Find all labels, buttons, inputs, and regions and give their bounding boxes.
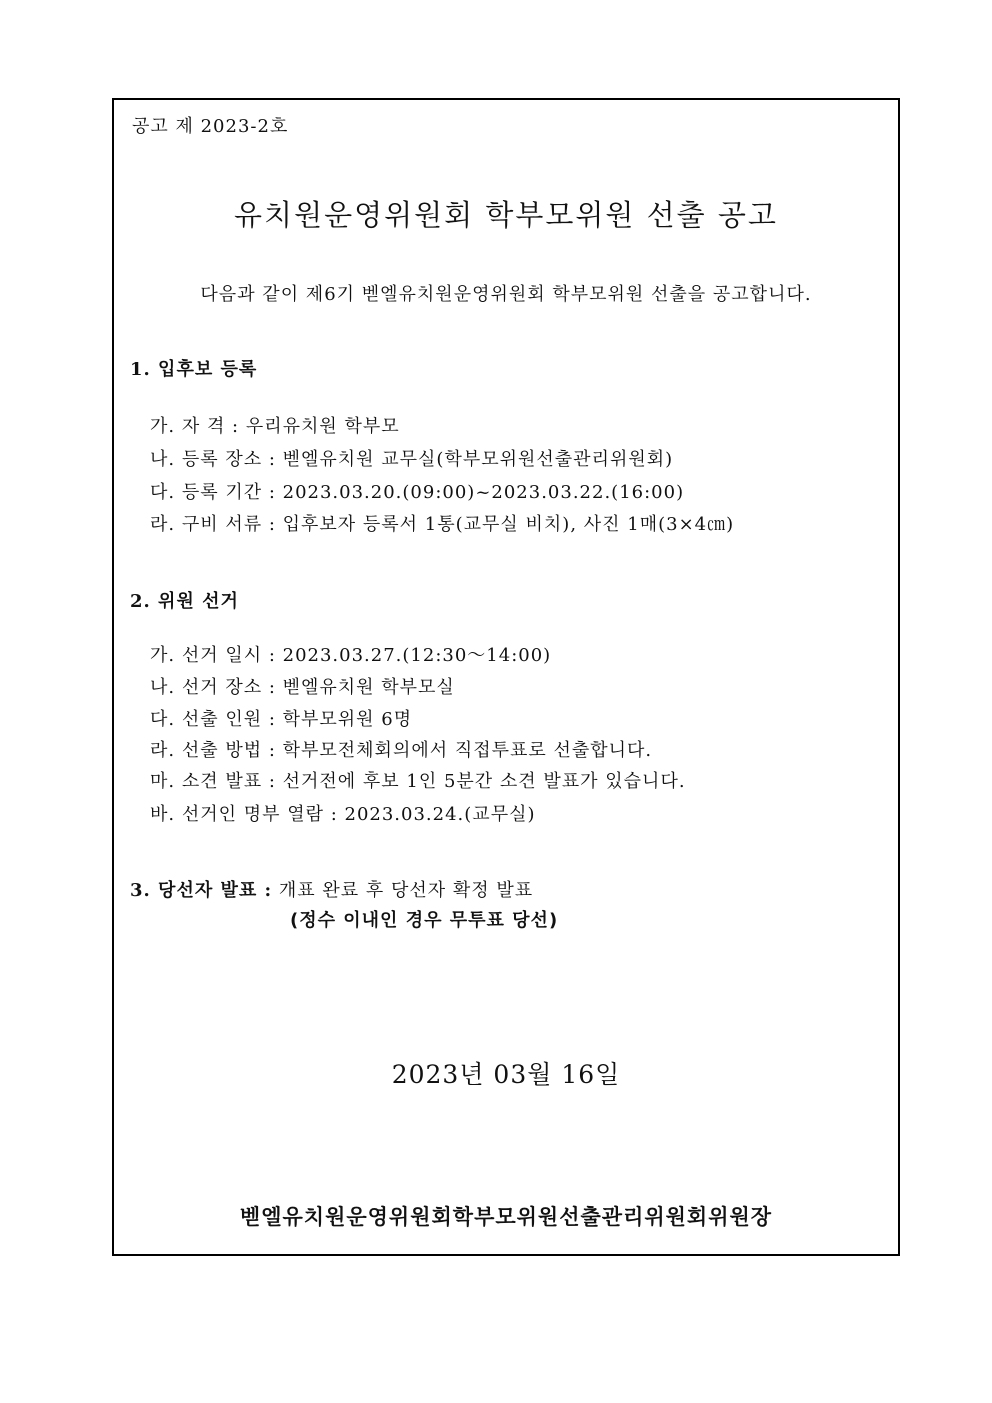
election-item-speech: 마. 소견 발표 : 선거전에 후보 1인 5분간 소견 발표가 있습니다. <box>150 771 686 792</box>
election-item-date: 가. 선거 일시 : 2023.03.27.(12:30～14:00) <box>150 645 552 666</box>
section-registration-heading: 1. 입후보 등록 <box>130 359 258 380</box>
announcement-text: 개표 완료 후 당선자 확정 발표 <box>272 880 534 901</box>
signature-line: 벧엘유치원운영위원회학부모위원선출관리위원회위원장 <box>239 1204 773 1229</box>
registration-item-period: 다. 등록 기간 : 2023.03.20.(09:00)~2023.03.22.(16:00) <box>150 482 685 503</box>
registration-item-qualification: 가. 자 격 : 우리유치원 학부모 <box>150 416 400 437</box>
announcement-note: (정수 이내인 경우 무투표 당선) <box>290 910 559 931</box>
election-item-count: 다. 선출 인원 : 학부모위원 6명 <box>150 709 413 730</box>
section-announcement <box>130 882 533 900</box>
intro-text: 다음과 같이 제6기 벧엘유치원운영위원회 학부모위원 선출을 공고합니다. <box>200 284 812 305</box>
election-item-voter-list: 바. 선거인 명부 열람 : 2023.03.24.(교무실) <box>150 804 536 825</box>
election-item-place: 나. 선거 장소 : 벧엘유치원 학부모실 <box>150 677 455 698</box>
notice-frame <box>112 98 900 1256</box>
document-title: 유치원운영위원회 학부모위원 선출 공고 <box>234 198 778 232</box>
announcement-heading: 3. 당선자 발표 : <box>130 880 273 901</box>
section-election-heading: 2. 위원 선거 <box>130 591 239 612</box>
document-date: 2023년 03월 16일 <box>391 1060 621 1089</box>
notice-number: 공고 제 2023-2호 <box>132 116 289 137</box>
registration-item-place: 나. 등록 장소 : 벧엘유치원 교무실(학부모위원선출관리위원회) <box>150 449 674 470</box>
election-item-method: 라. 선출 방법 : 학부모전체회의에서 직접투표로 선출합니다. <box>150 740 653 761</box>
registration-item-documents: 라. 구비 서류 : 입후보자 등록서 1통(교무실 비치), 사진 1매(3×4㎝) <box>150 514 735 535</box>
